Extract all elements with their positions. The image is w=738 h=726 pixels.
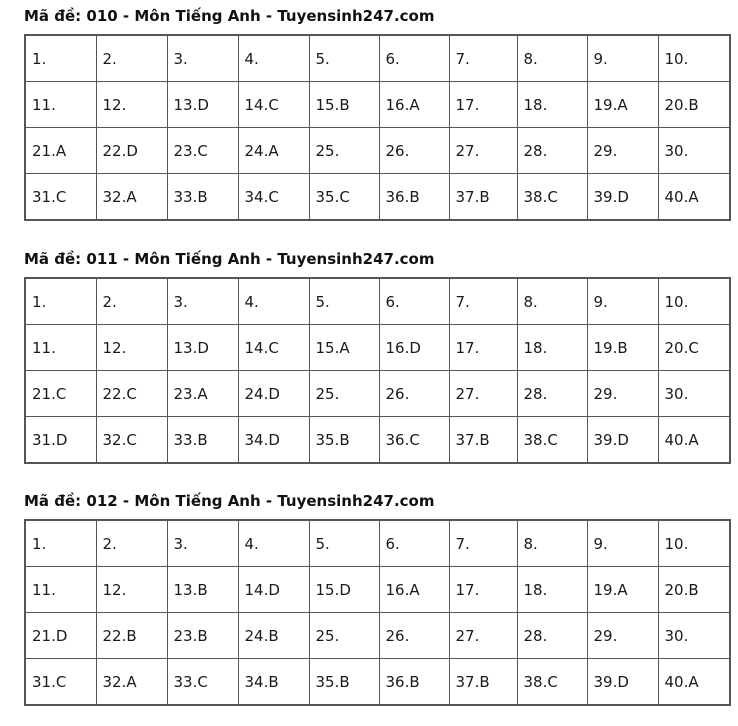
answer-cell: 5.	[309, 35, 379, 82]
table-row	[25, 417, 730, 464]
answer-cell: 14.D	[238, 567, 309, 613]
answer-cell: 9.	[587, 520, 658, 567]
answer-cell: 22.B	[96, 613, 167, 659]
answer-cell: 34.B	[238, 659, 309, 706]
answer-cell: 4.	[238, 520, 309, 567]
answer-cell: 17.	[449, 567, 517, 613]
answer-cell: 37.B	[449, 174, 517, 221]
answer-cell: 1.	[25, 520, 96, 567]
answer-cell: 30.	[658, 371, 730, 417]
answer-cell: 2.	[96, 35, 167, 82]
answer-cell: 7.	[449, 35, 517, 82]
answer-cell: 14.C	[238, 325, 309, 371]
answer-cell: 12.	[96, 82, 167, 128]
answer-cell: 8.	[517, 278, 587, 325]
answer-cell: 15.D	[309, 567, 379, 613]
answer-cell: 8.	[517, 520, 587, 567]
answer-cell: 15.B	[309, 82, 379, 128]
answer-cell: 23.C	[167, 128, 238, 174]
answer-cell: 38.C	[517, 659, 587, 706]
answer-cell: 28.	[517, 371, 587, 417]
answer-cell: 22.D	[96, 128, 167, 174]
answer-cell: 36.C	[379, 417, 449, 464]
answer-cell: 24.B	[238, 613, 309, 659]
answer-cell: 26.	[379, 128, 449, 174]
answer-cell: 10.	[658, 520, 730, 567]
answer-cell: 17.	[449, 82, 517, 128]
answer-cell: 8.	[517, 35, 587, 82]
answer-cell: 40.A	[658, 417, 730, 464]
answer-cell: 19.B	[587, 325, 658, 371]
answer-cell: 6.	[379, 520, 449, 567]
answer-cell: 24.D	[238, 371, 309, 417]
table-row	[25, 128, 730, 174]
answer-cell: 39.D	[587, 174, 658, 221]
answer-cell: 3.	[167, 520, 238, 567]
answer-cell: 20.C	[658, 325, 730, 371]
answer-cell: 27.	[449, 371, 517, 417]
answer-cell: 25.	[309, 128, 379, 174]
answer-cell: 40.A	[658, 659, 730, 706]
answer-cell: 9.	[587, 278, 658, 325]
table-row	[25, 520, 730, 567]
answer-cell: 11.	[25, 567, 96, 613]
answer-cell: 12.	[96, 325, 167, 371]
answer-cell: 33.B	[167, 417, 238, 464]
answer-cell: 10.	[658, 35, 730, 82]
table-row	[25, 278, 730, 325]
answer-cell: 13.D	[167, 82, 238, 128]
answer-table	[24, 519, 731, 706]
answer-cell: 29.	[587, 613, 658, 659]
answer-table	[24, 34, 731, 221]
answer-cell: 19.A	[587, 567, 658, 613]
answer-cell: 13.D	[167, 325, 238, 371]
answer-cell: 17.	[449, 325, 517, 371]
answer-cell: 15.A	[309, 325, 379, 371]
answer-cell: 33.B	[167, 174, 238, 221]
answer-cell: 32.C	[96, 417, 167, 464]
answer-cell: 24.A	[238, 128, 309, 174]
table-row	[25, 567, 730, 613]
answer-cell: 39.D	[587, 659, 658, 706]
answer-cell: 34.D	[238, 417, 309, 464]
answer-cell: 16.A	[379, 567, 449, 613]
answer-cell: 1.	[25, 35, 96, 82]
answer-cell: 18.	[517, 567, 587, 613]
answer-cell: 18.	[517, 325, 587, 371]
table-row	[25, 371, 730, 417]
answer-cell: 14.C	[238, 82, 309, 128]
answer-cell: 11.	[25, 325, 96, 371]
answer-cell: 25.	[309, 371, 379, 417]
answer-cell: 39.D	[587, 417, 658, 464]
answer-cell: 1.	[25, 278, 96, 325]
answer-cell: 10.	[658, 278, 730, 325]
answer-cell: 38.C	[517, 174, 587, 221]
answer-cell: 32.A	[96, 174, 167, 221]
answer-cell: 22.C	[96, 371, 167, 417]
answer-cell: 25.	[309, 613, 379, 659]
answer-cell: 34.C	[238, 174, 309, 221]
table-row	[25, 613, 730, 659]
answer-cell: 31.C	[25, 659, 96, 706]
answer-cell: 37.B	[449, 659, 517, 706]
answer-cell: 20.B	[658, 567, 730, 613]
answer-cell: 28.	[517, 128, 587, 174]
answer-cell: 20.B	[658, 82, 730, 128]
table-row	[25, 174, 730, 221]
answer-cell: 30.	[658, 613, 730, 659]
answer-cell: 29.	[587, 128, 658, 174]
answer-cell: 23.B	[167, 613, 238, 659]
answer-cell: 21.C	[25, 371, 96, 417]
answer-cell: 29.	[587, 371, 658, 417]
answer-cell: 27.	[449, 613, 517, 659]
answer-cell: 5.	[309, 520, 379, 567]
answer-cell: 7.	[449, 278, 517, 325]
answer-cell: 40.A	[658, 174, 730, 221]
answer-table	[24, 277, 731, 464]
table-row	[25, 35, 730, 82]
answer-cell: 27.	[449, 128, 517, 174]
answer-cell: 4.	[238, 278, 309, 325]
answer-cell: 26.	[379, 613, 449, 659]
answer-cell: 2.	[96, 520, 167, 567]
answer-cell: 31.D	[25, 417, 96, 464]
answer-cell: 21.D	[25, 613, 96, 659]
exam-code-title: Mã đề: 012 - Môn Tiếng Anh - Tuyensinh247.com	[24, 492, 435, 510]
answer-cell: 37.B	[449, 417, 517, 464]
answer-cell: 32.A	[96, 659, 167, 706]
exam-code-title: Mã đề: 011 - Môn Tiếng Anh - Tuyensinh247.com	[24, 250, 435, 268]
answer-cell: 21.A	[25, 128, 96, 174]
answer-cell: 4.	[238, 35, 309, 82]
answer-cell: 5.	[309, 278, 379, 325]
table-row	[25, 82, 730, 128]
answer-cell: 35.C	[309, 174, 379, 221]
table-row	[25, 659, 730, 706]
answer-cell: 36.B	[379, 174, 449, 221]
answer-cell: 7.	[449, 520, 517, 567]
answer-cell: 30.	[658, 128, 730, 174]
answer-cell: 13.B	[167, 567, 238, 613]
answer-cell: 11.	[25, 82, 96, 128]
answer-cell: 6.	[379, 35, 449, 82]
answer-cell: 35.B	[309, 417, 379, 464]
answer-cell: 9.	[587, 35, 658, 82]
answer-cell: 28.	[517, 613, 587, 659]
answer-cell: 18.	[517, 82, 587, 128]
answer-cell: 12.	[96, 567, 167, 613]
answer-cell: 3.	[167, 278, 238, 325]
answer-cell: 36.B	[379, 659, 449, 706]
answer-cell: 19.A	[587, 82, 658, 128]
answer-cell: 26.	[379, 371, 449, 417]
answer-cell: 23.A	[167, 371, 238, 417]
table-row	[25, 325, 730, 371]
answer-cell: 31.C	[25, 174, 96, 221]
answer-cell: 35.B	[309, 659, 379, 706]
answer-cell: 38.C	[517, 417, 587, 464]
answer-cell: 2.	[96, 278, 167, 325]
answer-cell: 16.A	[379, 82, 449, 128]
exam-code-title: Mã đề: 010 - Môn Tiếng Anh - Tuyensinh247.com	[24, 7, 435, 25]
answer-cell: 16.D	[379, 325, 449, 371]
answer-cell: 3.	[167, 35, 238, 82]
answer-cell: 6.	[379, 278, 449, 325]
answer-cell: 33.C	[167, 659, 238, 706]
